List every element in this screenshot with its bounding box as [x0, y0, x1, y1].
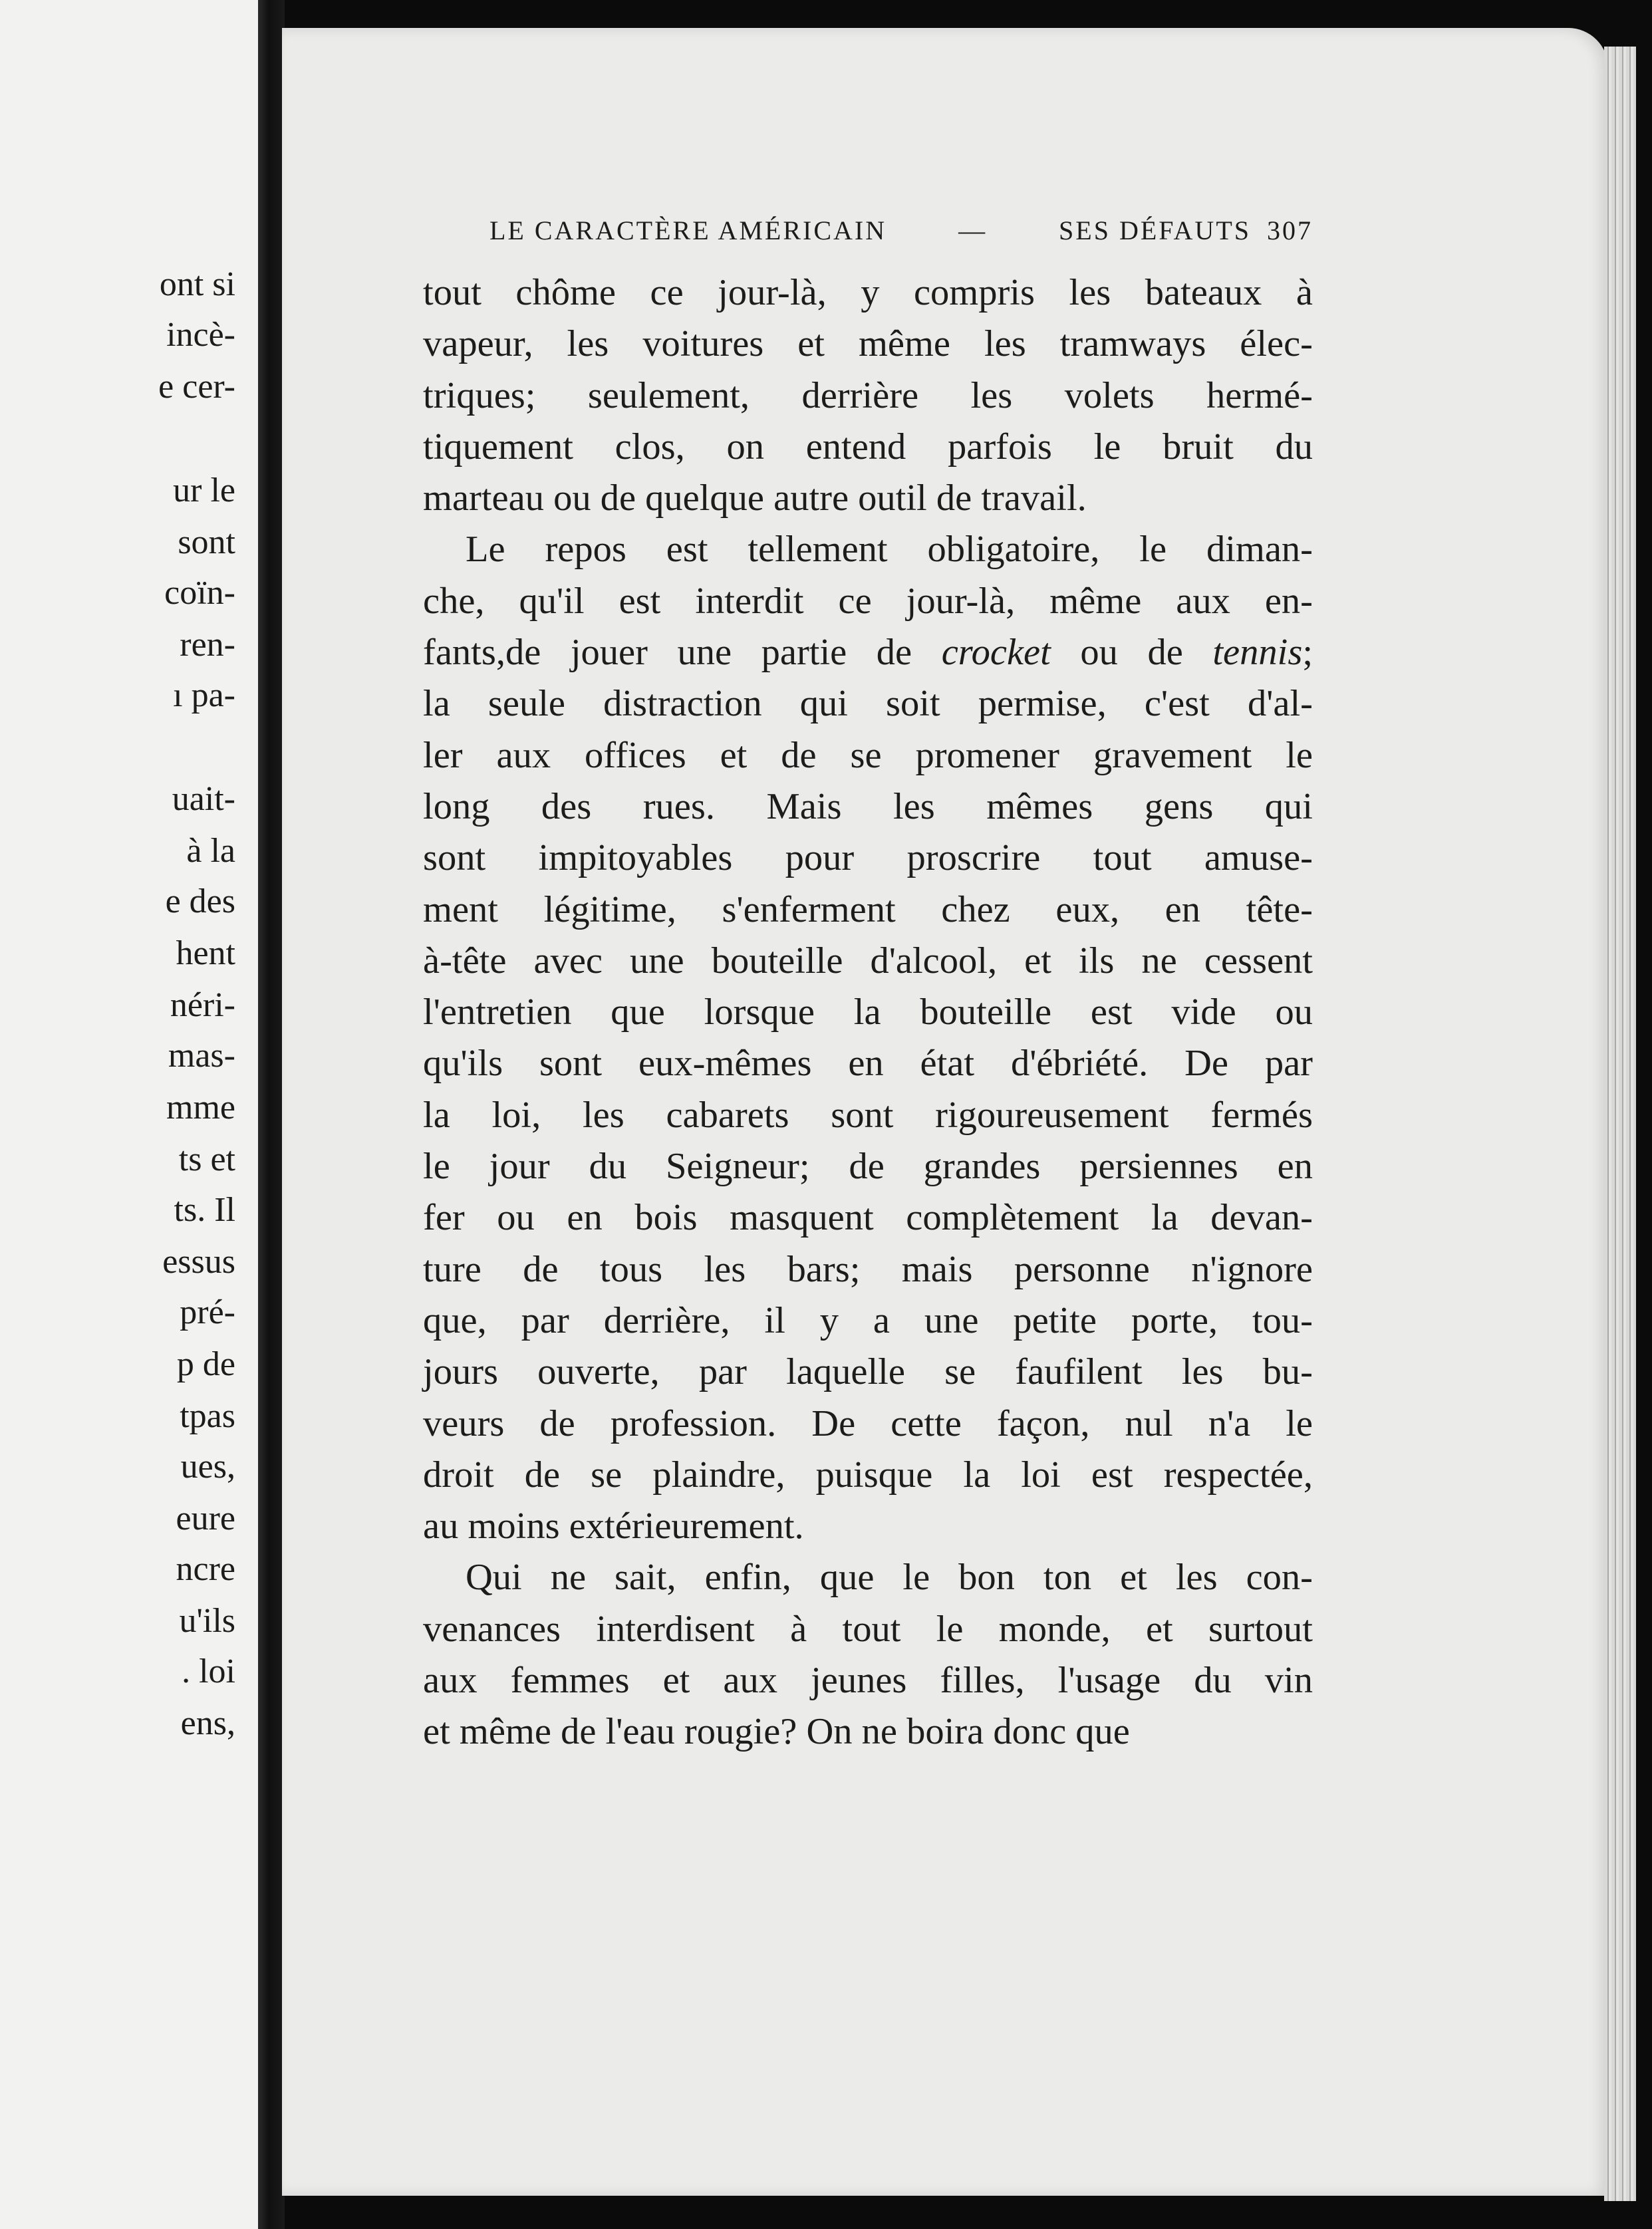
- left-page-fragment: . loi: [182, 1652, 235, 1690]
- text-line: [423, 833, 1313, 884]
- text-line: [423, 319, 1313, 370]
- text-segment: le jour du Seigneur; de grandes persiennes en: [423, 1146, 1313, 1188]
- text-line: [423, 884, 1313, 936]
- left-page-fragment: pré-: [180, 1293, 235, 1331]
- text-segment: venances interdisent à tout le monde, et surtout: [423, 1608, 1313, 1650]
- text-line: [423, 1141, 1313, 1192]
- text-line: [423, 936, 1313, 987]
- text-segment: ;: [1302, 632, 1313, 674]
- text-segment: au moins extérieurement.: [423, 1506, 804, 1547]
- left-page-fragment: ur le: [173, 471, 235, 509]
- left-page-fragment: hent: [176, 934, 235, 972]
- text-segment: droit de se plaindre, puisque la loi est respectée,: [423, 1454, 1313, 1496]
- text-segment: la seule distraction qui soit permise, c'est d'al-: [423, 683, 1313, 725]
- left-page-fragment: incè-: [166, 316, 235, 354]
- text-line: [423, 267, 1313, 319]
- text-line: [423, 370, 1313, 422]
- left-page-fragment: ren-: [180, 626, 235, 664]
- text-segment: l'entretien que lorsque la bouteille est vide ou: [423, 991, 1313, 1033]
- left-page-fragment: ı pa-: [173, 676, 235, 714]
- left-page-fragment: ues,: [180, 1448, 235, 1486]
- text-line: [423, 1552, 1313, 1603]
- left-page-fragment: eure: [176, 1500, 235, 1537]
- text-line: [423, 1295, 1313, 1347]
- text-segment: triques; seulement, derrière les volets hermé-: [423, 374, 1313, 416]
- text-line: [423, 1655, 1313, 1706]
- text-segment: aux femmes et aux jeunes filles, l'usage du vin: [423, 1660, 1313, 1702]
- text-segment: et même de l'eau rougie? On ne boira donc que: [423, 1711, 1130, 1753]
- text-segment: jours ouverte, par laquelle se faufilent les bu-: [423, 1351, 1313, 1393]
- text-segment: Le repos est tellement obligatoire, le diman-: [466, 529, 1313, 571]
- text-segment: veurs de profession. De cette façon, nul n'a le: [423, 1402, 1313, 1444]
- left-page-fragment: ens,: [180, 1704, 235, 1742]
- body-text: [423, 267, 1313, 1758]
- text-line: [423, 422, 1313, 473]
- italic-term: crocket: [941, 632, 1051, 674]
- text-segment: marteau ou de quelque autre outil de travail.: [423, 477, 1087, 519]
- text-segment: long des rues. Mais les mêmes gens qui: [423, 785, 1313, 827]
- text-line: [423, 730, 1313, 781]
- left-page-fragment: à la: [186, 832, 235, 870]
- header-title-right: SES DÉFAUTS: [1059, 215, 1251, 245]
- book-gutter: [258, 0, 285, 2229]
- left-page-fragment: tpas: [180, 1397, 235, 1435]
- text-line: [423, 1244, 1313, 1295]
- left-page-fragment: e des: [165, 882, 235, 920]
- left-page-fragment: sont: [178, 523, 235, 561]
- header-title-left: LE CARACTÈRE AMÉRICAIN: [489, 215, 887, 245]
- text-line: [423, 1450, 1313, 1501]
- left-page-fragment: ts et: [178, 1140, 235, 1178]
- left-page-fragment: néri-: [170, 986, 235, 1024]
- text-segment: la loi, les cabarets sont rigoureusement fermés: [423, 1094, 1313, 1136]
- text-line: [423, 473, 1313, 524]
- text-line: [423, 1192, 1313, 1244]
- text-line: [423, 1398, 1313, 1450]
- left-page-fragment: p de: [176, 1345, 235, 1383]
- text-line: [423, 627, 1313, 678]
- running-header: [489, 210, 1313, 250]
- text-line: [423, 987, 1313, 1038]
- text-segment: tiquement clos, on entend parfois le bruit du: [423, 426, 1313, 467]
- text-segment: ture de tous les bars; mais personne n'ignore: [423, 1248, 1313, 1290]
- left-page-fragment: e cer-: [158, 368, 235, 406]
- page-edge: [1604, 47, 1636, 2201]
- text-segment: sont impitoyables pour proscrire tout amuse-: [423, 837, 1313, 879]
- text-line: [423, 678, 1313, 729]
- left-page-fragment: u'ils: [179, 1602, 235, 1640]
- left-page: [0, 0, 258, 2229]
- text-line: [423, 1090, 1313, 1141]
- text-segment: fer ou en bois masquent complètement la devan-: [423, 1197, 1313, 1239]
- text-segment: que, par derrière, il y a une petite porte, tou-: [423, 1299, 1313, 1341]
- text-line: [423, 1706, 1313, 1758]
- text-line: [423, 524, 1313, 575]
- text-segment: ment légitime, s'enferment chez eux, en tête-: [423, 888, 1313, 930]
- text-line: [423, 576, 1313, 627]
- text-line: [423, 1038, 1313, 1089]
- text-line: [423, 781, 1313, 833]
- left-page-fragment: mme: [166, 1089, 235, 1126]
- left-page-fragment: ncre: [176, 1550, 235, 1588]
- text-segment: ou de: [1050, 632, 1213, 674]
- text-segment: qu'ils sont eux-mêmes en état d'ébriété. De par: [423, 1043, 1313, 1085]
- italic-term: tennis: [1212, 632, 1303, 674]
- text-segment: Qui ne sait, enfin, que le bon ton et les con-: [466, 1557, 1313, 1599]
- text-segment: à-tête avec une bouteille d'alcool, et ils ne cessent: [423, 940, 1313, 982]
- text-segment: vapeur, les voitures et même les tramways élec-: [423, 323, 1313, 365]
- left-page-fragment: uait-: [172, 780, 235, 818]
- left-page-fragment: mas-: [168, 1037, 235, 1075]
- text-segment: fants,de jouer une partie de: [423, 632, 942, 674]
- header-separator: —: [958, 215, 988, 245]
- text-segment: che, qu'il est interdit ce jour-là, même aux en-: [423, 580, 1313, 622]
- left-page-fragment: ts. Il: [174, 1191, 235, 1229]
- text-segment: tout chôme ce jour-là, y compris les bateaux à: [423, 272, 1313, 313]
- text-line: [423, 1347, 1313, 1398]
- text-segment: ler aux offices et de se promener gravement le: [423, 734, 1313, 776]
- text-line: [423, 1501, 1313, 1552]
- left-page-fragment: ont si: [159, 265, 235, 303]
- page-number: 307: [1267, 215, 1313, 245]
- text-line: [423, 1604, 1313, 1655]
- left-page-fragment: essus: [162, 1243, 235, 1281]
- left-page-fragment: coïn-: [164, 574, 235, 612]
